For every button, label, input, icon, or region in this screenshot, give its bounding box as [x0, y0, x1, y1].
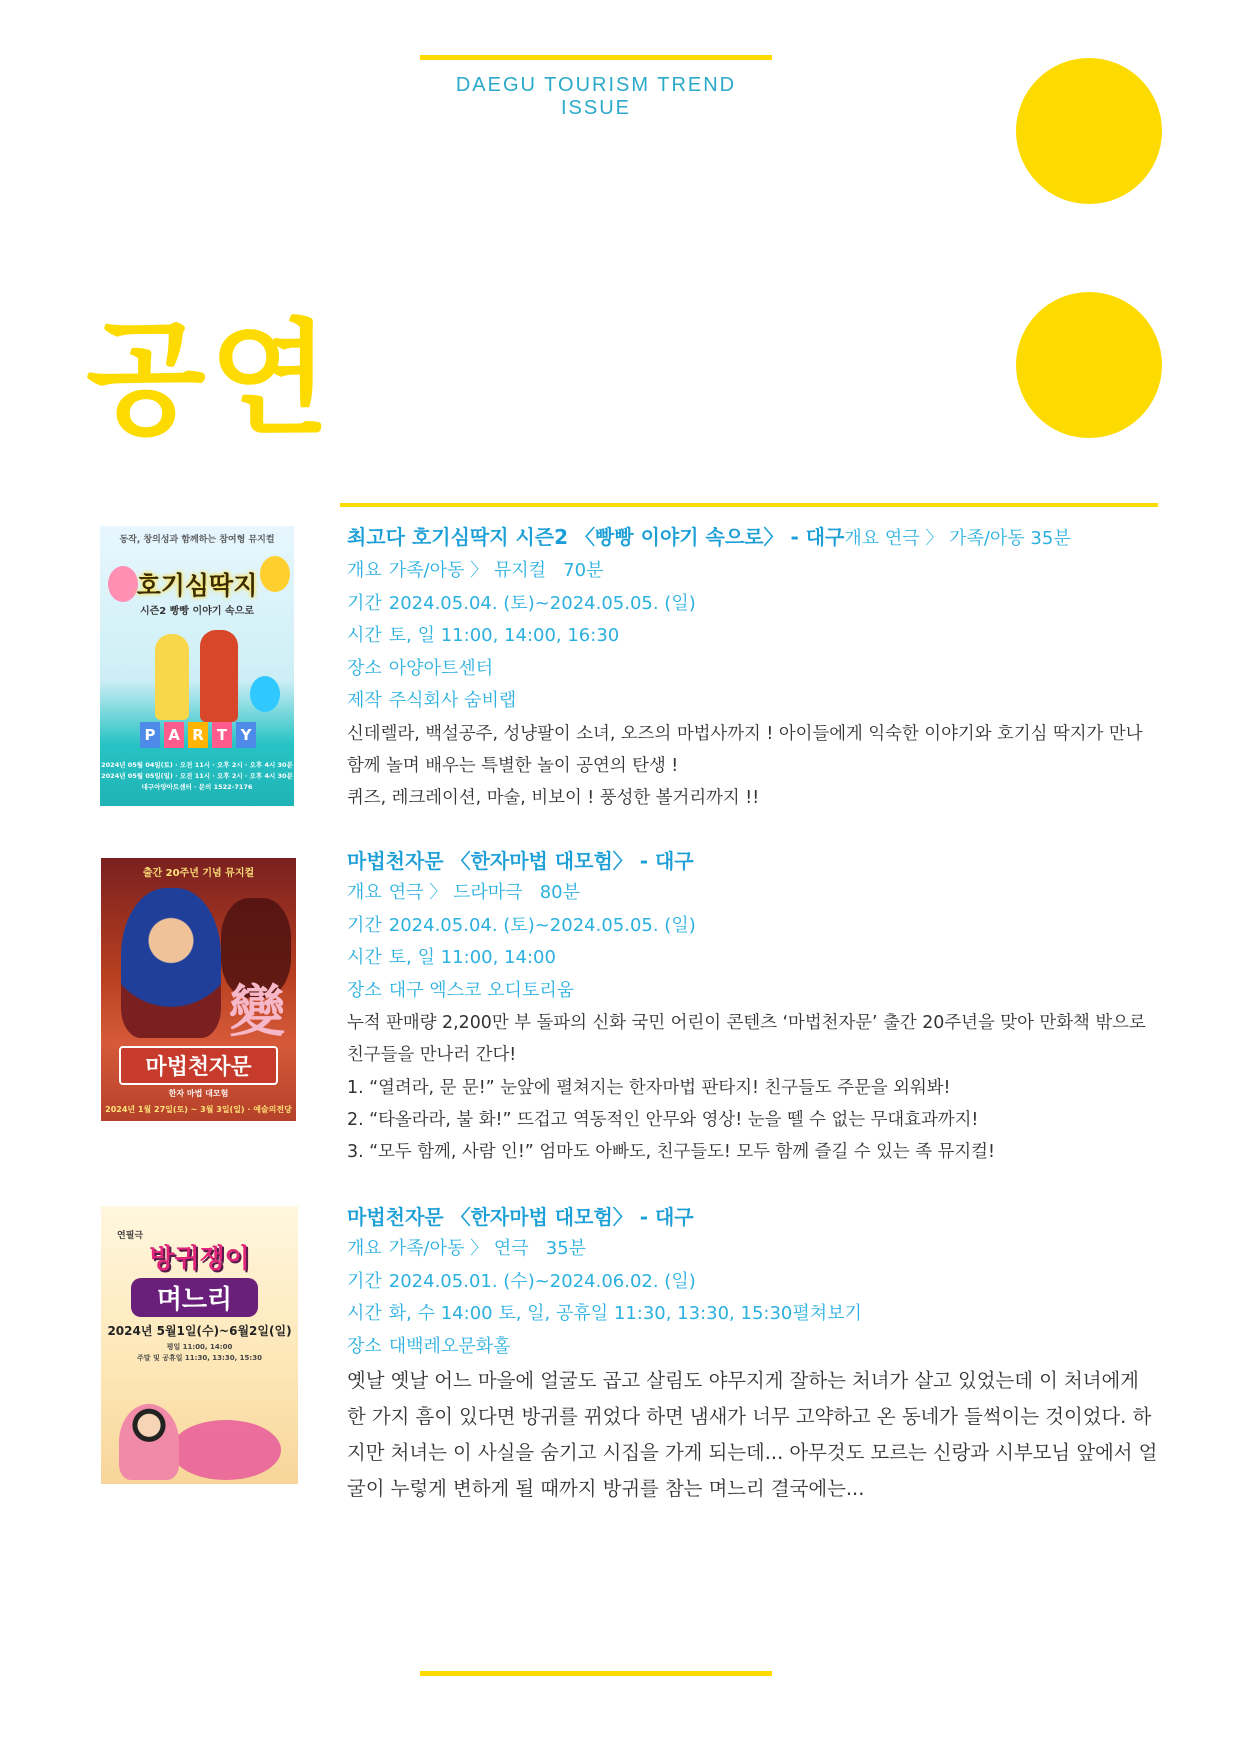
meta-value: 아양아트센터: [388, 657, 494, 679]
event-1-meta-producer: [347, 685, 1159, 718]
party-letter: A: [164, 722, 184, 748]
poster-2-info: 2024년 1월 27일(토) ~ 3월 3일(일) · 예술의전당: [105, 1105, 292, 1114]
event-2-description: [347, 1007, 1159, 1168]
cloud-icon: [171, 1420, 281, 1480]
meta-key: 기간: [347, 1270, 382, 1292]
event-1-meta-venue: [347, 653, 1159, 686]
event-2-meta-period: [347, 910, 1159, 943]
poster-2-subtitle: 한자 마법 대모험: [168, 1089, 229, 1098]
meta-key: 장소: [347, 1335, 382, 1357]
party-letter: R: [188, 722, 208, 748]
event-3-meta-category: [347, 1233, 1159, 1266]
meta-key: 개요: [347, 1238, 382, 1259]
meta-key: 제작: [347, 690, 382, 711]
meta-key: 시간: [347, 1303, 382, 1324]
meta-value: 토, 일 11:00, 14:00: [388, 947, 556, 968]
poster-3-title-line-1: 방귀쟁이: [149, 1244, 250, 1274]
decorative-circle-top: [1016, 58, 1162, 204]
header-label: DAEGU TOURISM TREND ISSUE: [455, 74, 737, 119]
meta-value: 가족/아동 〉 뮤지컬 70분: [388, 560, 604, 581]
meta-key: 개요: [347, 882, 382, 903]
hero-figure-icon: [121, 888, 221, 1038]
meta-value: 가족/아동 〉 연극 35분: [388, 1238, 587, 1259]
description-paragraph: 3. “모두 함께, 사람 인!” 엄마도 아빠도, 친구들도! 모두 함께 즐길 수 있는 족 뮤지컬!: [347, 1142, 995, 1163]
section-divider: [340, 503, 1158, 507]
poster-3-times: [101, 1342, 298, 1364]
poster-2-title: 마법천자문: [119, 1046, 278, 1085]
poster-3-time-line: 평일 11:00, 14:00: [166, 1343, 233, 1351]
description-paragraph: 신데렐라, 백설공주, 성냥팔이 소녀, 오즈의 마법사까지 ! 아이들에게 익숙한 이야기와 호기심 딱지가 만나 함께 놀며 배우는 특별한 놀이 공연의 탄생 !: [347, 723, 1143, 776]
meta-value: 주식회사 숨비랩: [388, 690, 517, 711]
event-2-meta-category: [347, 877, 1159, 910]
event-1-title-suffix: 개요 연극 〉 가족/아동 35분: [844, 528, 1071, 549]
poster-1-top-text: 동작, 창의성과 함께하는 참여형 뮤지컬: [119, 535, 275, 545]
meta-value: 대구 엑스코 오디토리움: [388, 979, 575, 1001]
meta-key: 개요: [347, 560, 382, 581]
event-1-meta-category: [347, 555, 1159, 588]
party-letter: P: [140, 722, 160, 748]
meta-value: 2024.05.04. (토)~2024.05.05. (일): [388, 592, 696, 614]
event-1-description: [347, 718, 1159, 815]
event-item-3: [347, 1201, 1159, 1507]
description-paragraph: 퀴즈, 레크레이션, 마술, 비보이 ! 풍성한 볼거리까지 !!: [347, 788, 760, 809]
meta-value: 2024.05.04. (토)~2024.05.05. (일): [388, 914, 696, 936]
poster-2-hanja: 變: [229, 980, 285, 1045]
description-paragraph: 옛날 옛날 어느 마을에 얼굴도 곱고 살림도 야무지게 잘하는 처녀가 살고 있었는데 이 처녀에게 한 가지 흠이 있다면 방귀를 뀌었다 하면 냄새가 너무 고약하고 온 동네가 들썩이는 것이었다. 하지만 처녀는 이 사실을 숨기고 시집을 가게 되는데... 아무것도 모르는 신랑과 시부모님 앞에서 얼굴이 누렇게 변하게 될 때까지 방귀를 참는 며느리 결국에는...: [347, 1369, 1158, 1500]
poster-1-info-line: 2024년 05월 04일(토) · 오전 11시 · 오후 2시 · 오후 4시 30분: [101, 761, 293, 769]
poster-1-title: 호기심딱지: [136, 571, 258, 600]
poster-2-top-text: 출간 20주년 기념 뮤지컬: [142, 868, 255, 879]
event-2-meta-time: [347, 942, 1159, 975]
meta-key: 기간: [347, 914, 382, 936]
section-title: 공연: [86, 308, 334, 452]
poster-1-info: [100, 760, 294, 793]
meta-value: 연극 〉 드라마극 80분: [388, 882, 581, 903]
event-3-title: 마법천자문 〈한자마법 대모험〉 - 대구: [347, 1205, 694, 1229]
event-3-description: [347, 1363, 1159, 1507]
meta-key: 장소: [347, 979, 382, 1001]
meta-key: 장소: [347, 657, 382, 679]
event-poster-2: [101, 858, 296, 1121]
poster-3-time-line: 주말 및 공휴일 11:30, 13:30, 15:30: [137, 1354, 262, 1362]
meta-value: 화, 수 14:00 토, 일, 공휴일 11:30, 13:30, 15:30펼쳐보기: [388, 1303, 862, 1324]
meta-key: 기간: [347, 592, 382, 614]
event-item-1: [347, 521, 1159, 814]
party-letter: T: [212, 722, 232, 748]
event-item-2: [347, 845, 1159, 1168]
event-3-meta-period: [347, 1266, 1159, 1299]
poster-1-info-line: 대구아양아트센터 · 문의 1522-7176: [141, 783, 253, 791]
event-2-meta-venue: [347, 975, 1159, 1008]
poster-1-info-line: 2024년 05월 05일(일) · 오전 11시 · 오후 2시 · 오후 4시 30분: [101, 772, 293, 780]
meta-value: 대백레오문화홀: [388, 1335, 511, 1357]
event-2-title: 마법천자문 〈한자마법 대모험〉 - 대구: [347, 849, 694, 873]
event-poster-1: [100, 526, 294, 806]
footer-bottom-line: [420, 1671, 772, 1676]
event-1-title: 최고다 호기심딱지 시즌2 〈빵빵 이야기 속으로〉 - 대구: [347, 525, 845, 549]
meta-value: 토, 일 11:00, 14:00, 16:30: [388, 625, 620, 646]
character-figure-icon: [155, 634, 189, 720]
event-1-title-row: [347, 521, 1159, 555]
poster-3-small-text: 연필극: [117, 1231, 144, 1241]
party-letter: Y: [236, 722, 256, 748]
event-3-meta-time: [347, 1298, 1159, 1331]
poster-1-subtitle: 시즌2 빵빵 이야기 속으로: [139, 606, 254, 617]
event-1-meta-period: [347, 588, 1159, 621]
description-paragraph: 2. “타올라라, 불 화!” 뜨겁고 역동적인 안무와 영상! 눈을 뗄 수 없는 무대효과까지!: [347, 1109, 979, 1130]
character-figure-icon: [200, 630, 238, 722]
poster-3-date: 2024년 5월1일(수)~6월2일(일): [107, 1324, 292, 1338]
meta-key: 시간: [347, 947, 382, 968]
event-poster-3: [101, 1206, 298, 1484]
description-paragraph: 누적 판매량 2,200만 부 돌파의 신화 국민 어린이 콘텐츠 ‘마법천자문’ 출간 20주년을 맞아 만화책 밖으로 친구들을 만나러 간다!: [347, 1013, 1146, 1066]
description-paragraph: 1. “열려라, 문 문!” 눈앞에 펼쳐지는 한자마법 판타지! 친구들도 주문을 외워봐!: [347, 1077, 951, 1098]
header-top-line: [420, 55, 772, 60]
event-3-meta-venue: [347, 1331, 1159, 1364]
balloon-icon: [250, 676, 280, 712]
poster-1-party-banner: [128, 722, 268, 750]
meta-value: 2024.05.01. (수)~2024.06.02. (일): [388, 1270, 696, 1292]
poster-3-title-line-2: 며느리: [131, 1278, 258, 1317]
decorative-circle-bottom: [1016, 292, 1162, 438]
event-1-meta-time: [347, 620, 1159, 653]
meta-key: 시간: [347, 625, 382, 646]
character-figure-icon: [119, 1404, 179, 1480]
